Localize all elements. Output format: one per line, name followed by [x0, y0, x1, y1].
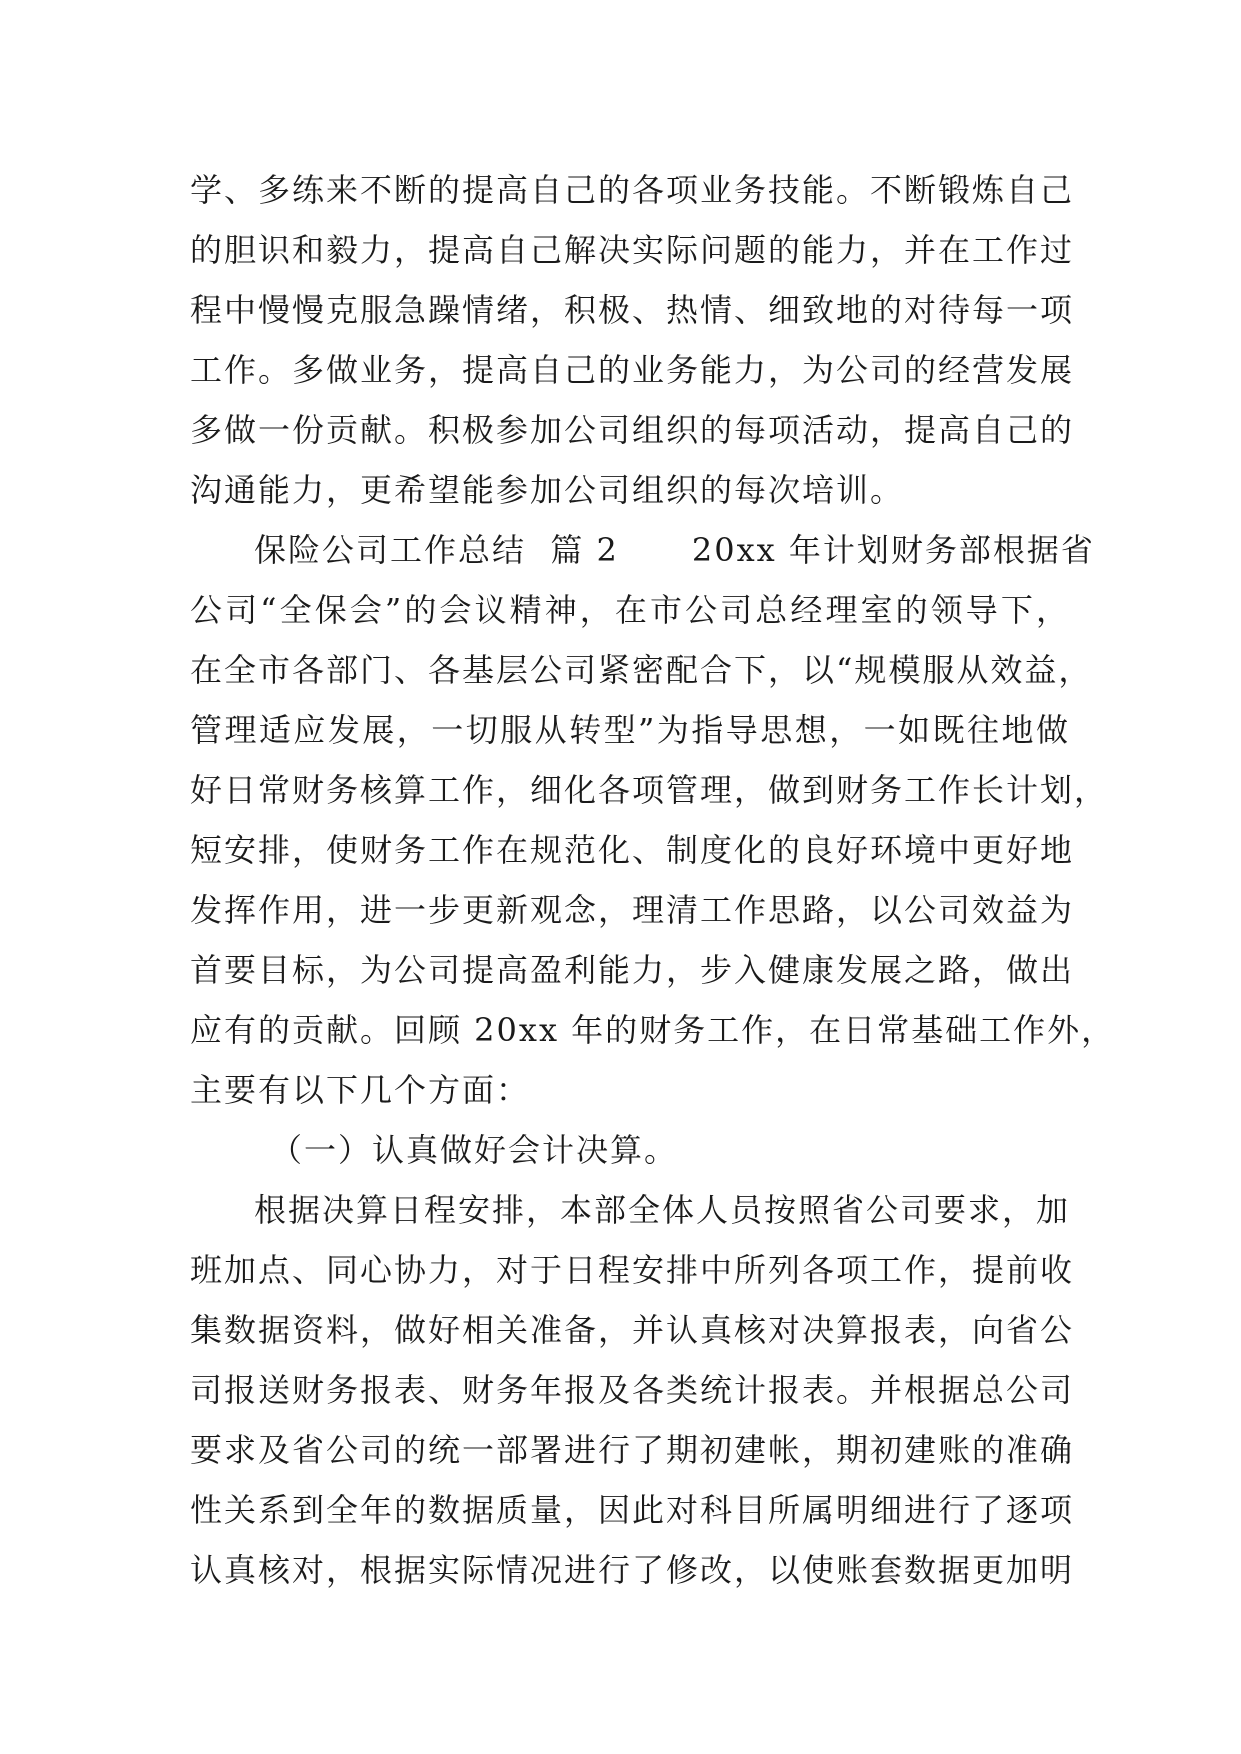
text-line: 好日常财务核算工作，细化各项管理，做到财务工作长计划， [190, 771, 1109, 809]
text-line: 多做一份贡献。积极参加公司组织的每项活动，提高自己的 [190, 411, 1075, 449]
text-line: 的胆识和毅力，提高自己解决实际问题的能力，并在工作过 [190, 231, 1075, 269]
text-line: 根据决算日程安排，本部全体人员按照省公司要求，加 [254, 1191, 1071, 1229]
text-line: 首要目标，为公司提高盈利能力，步入健康发展之路，做出 [190, 951, 1075, 989]
text-line: 要求及省公司的统一部署进行了期初建帐，期初建账的准确 [190, 1431, 1075, 1469]
text-line: 公司“全保会”的会议精神，在市公司总经理室的领导下， [190, 591, 1070, 629]
text-line: 工作。多做业务，提高自己的业务能力，为公司的经营发展 [190, 351, 1075, 389]
text-line: 短安排，使财务工作在规范化、制度化的良好环境中更好地 [190, 831, 1075, 869]
text-line: 发挥作用，进一步更新观念，理清工作思路，以公司效益为 [190, 891, 1075, 929]
text-line: 性关系到全年的数据质量，因此对科目所属明细进行了逐项 [190, 1491, 1075, 1529]
text-line: 在全市各部门、各基层公司紧密配合下，以“规模服从效益， [190, 651, 1093, 689]
text-line: 认真核对，根据实际情况进行了修改，以使账套数据更加明 [190, 1551, 1075, 1589]
subsection-heading: （一）认真做好会计决算。 [270, 1131, 679, 1169]
text-line: 程中慢慢克服急躁情绪，积极、热情、细致地的对待每一项 [190, 291, 1075, 329]
text-line: 沟通能力，更希望能参加公司组织的每次培训。 [190, 471, 905, 509]
text-line: 司报送财务报表、财务年报及各类统计报表。并根据总公司 [190, 1371, 1075, 1409]
text-line: 主要有以下几个方面： [190, 1071, 531, 1109]
text-line: 应有的贡献。回顾 20xx 年的财务工作，在日常基础工作外， [190, 1011, 1116, 1049]
text-line: 班加点、同心协力，对于日程安排中所列各项工作，提前收 [190, 1251, 1075, 1289]
text-line: 集数据资料，做好相关准备，并认真核对决算报表，向省公 [190, 1311, 1075, 1349]
text-line: 管理适应发展，一切服从转型”为指导思想，一如既往地做 [190, 711, 1070, 749]
document-body [190, 160, 1116, 1600]
text-line: 学、多练来不断的提高自己的各项业务技能。不断锻炼自己 [190, 171, 1075, 209]
section-heading-line: 保险公司工作总结 篇 2 20xx 年计划财务部根据省 [254, 531, 1095, 569]
